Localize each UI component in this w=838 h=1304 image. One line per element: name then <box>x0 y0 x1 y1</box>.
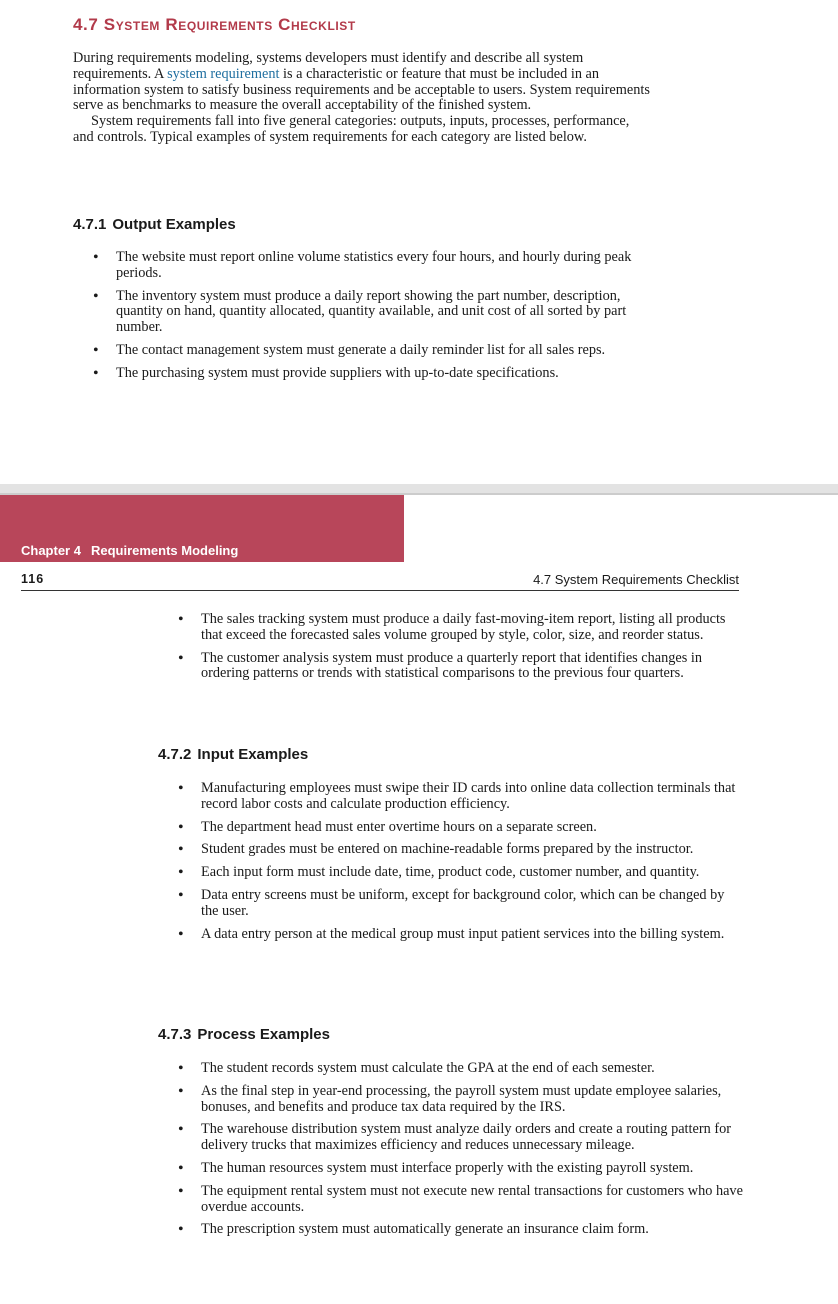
list-item: • The inventory system must produce a daily report showing the part number, description, quantity on hand, quantity allocated, quantity available, and unit cost of all sorted by part number. <box>93 289 653 336</box>
list-item: • As the final step in year-end processing, the payroll system must update employee salaries, bonuses, and benefits and produce tax data required by the IRS. <box>178 1084 743 1116</box>
subsection-title: Output Examples <box>112 216 236 233</box>
subsection-heading-output <box>73 216 236 233</box>
list-item: • Data entry screens must be uniform, except for background color, which can be changed by the user. <box>178 888 743 920</box>
page-number: 116 <box>21 572 45 586</box>
page-top <box>0 0 838 484</box>
list-item: • The prescription system must automatically generate an insurance claim form. <box>178 1222 743 1238</box>
intro-text-part: is a characteristic or feature that must be included in an information system to satisfy business requirements and be acceptable to users. System requirements serve as benchmarks to measure the overall acceptability of the finished system. <box>73 65 650 114</box>
process-list <box>178 1061 743 1245</box>
running-title: 4.7 System Requirements Checklist <box>533 572 739 587</box>
list-item: • Student grades must be entered on machine-readable forms prepared by the instructor. <box>178 842 743 858</box>
chapter-number: Chapter 4 <box>21 543 81 558</box>
list-item: • The website must report online volume statistics every four hours, and hourly during peak periods. <box>93 250 653 282</box>
subsection-title: Process Examples <box>197 1026 330 1043</box>
input-list <box>178 781 743 949</box>
running-head <box>21 571 739 591</box>
subsection-heading-input <box>158 746 308 763</box>
list-item: • Manufacturing employees must swipe their ID cards into online data collection terminals that record labor costs and calculate production efficiency. <box>178 781 743 813</box>
subsection-number: 4.7.1 <box>73 216 107 233</box>
subsection-number: 4.7.3 <box>158 1026 192 1043</box>
list-item: • The contact management system must generate a daily reminder list for all sales reps. <box>93 343 653 359</box>
intro-paragraph-2: System requirements fall into five general categories: outputs, inputs, processes, performance, and controls. Typical examples of system requirements for each category are listed below. <box>73 113 630 145</box>
intro-text <box>73 51 653 146</box>
chapter-label <box>21 543 248 558</box>
list-item: • The human resources system must interface properly with the existing payroll system. <box>178 1161 743 1177</box>
list-item: • The sales tracking system must produce a daily fast-moving-item report, listing all products that exceed the forecasted sales volume grouped by style, color, size, and reorder status. <box>178 612 743 644</box>
subsection-heading-process <box>158 1026 330 1043</box>
subsection-number: 4.7.2 <box>158 746 192 763</box>
intro-paragraph-1 <box>73 51 653 114</box>
intro-text-part: During requirements modeling, systems developers must identify and describe all system requirements. A <box>73 50 584 82</box>
term-system-requirement: system requirement <box>167 65 280 82</box>
subsection-title: Input Examples <box>197 746 309 763</box>
output-list-page2 <box>178 612 743 689</box>
list-item: • A data entry person at the medical group must input patient services into the billing system. <box>178 927 743 943</box>
list-item: • The customer analysis system must produce a quarterly report that identifies changes in ordering patterns or trends with statistical comparisons to the previous four quarters. <box>178 651 743 683</box>
list-item: • The purchasing system must provide suppliers with up-to-date specifications. <box>93 366 653 382</box>
list-item: • The equipment rental system must not execute new rental transactions for customers who have overdue accounts. <box>178 1184 743 1216</box>
list-item: • The warehouse distribution system must analyze daily orders and create a routing pattern for delivery trucks that maximizes efficiency and reduces unnecessary mileage. <box>178 1122 743 1154</box>
chapter-title: Requirements Modeling <box>90 543 239 558</box>
list-item: • The department head must enter overtime hours on a separate screen. <box>178 820 743 836</box>
section-title: 4.7 System Requirements Checklist <box>73 15 356 34</box>
output-list-page1 <box>93 250 653 389</box>
list-item: • The student records system must calculate the GPA at the end of each semester. <box>178 1061 743 1077</box>
list-item: • Each input form must include date, time, product code, customer number, and quantity. <box>178 865 743 881</box>
